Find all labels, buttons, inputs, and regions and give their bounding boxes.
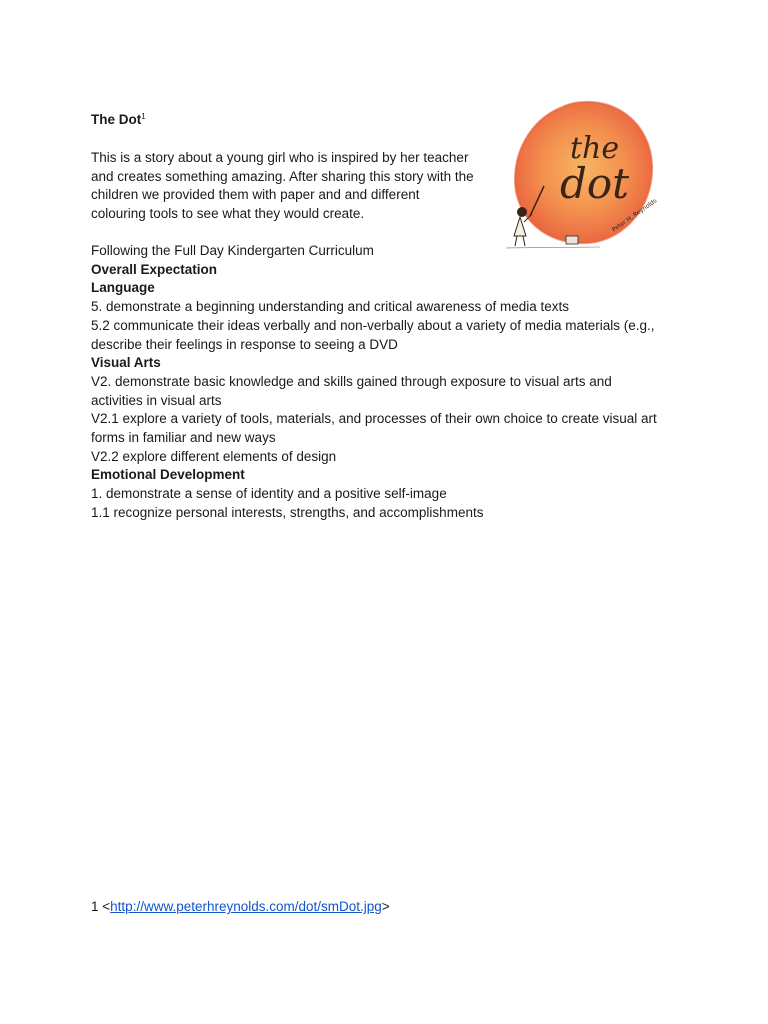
emotional-line: 1.1 recognize personal interests, strengths, and accomplishments <box>91 504 484 520</box>
visual-arts-line: activities in visual arts <box>91 392 222 408</box>
footnote-link[interactable]: http://www.peterhreynolds.com/dot/smDot.jpg <box>110 899 382 914</box>
intro-paragraph <box>91 149 501 224</box>
cover-title-line1: the <box>570 131 620 166</box>
curriculum-section <box>91 242 691 523</box>
visual-arts-line: V2.1 explore a variety of tools, materials, and processes of their own choice to create visual art <box>91 411 657 427</box>
language-line: 5. demonstrate a beginning understanding and critical awareness of media texts <box>91 299 570 315</box>
language-heading: Language <box>91 280 155 296</box>
visual-arts-line: V2.2 explore different elements of design <box>91 448 337 464</box>
visual-arts-heading: Visual Arts <box>91 355 161 371</box>
footnote-close-bracket: > <box>381 899 390 914</box>
curriculum-heading: Following the Full Day Kindergarten Curriculum <box>91 243 374 258</box>
overall-expectation-heading: Overall Expectation <box>91 261 218 277</box>
visual-arts-line: V2. demonstrate basic knowledge and skills gained through exposure to visual arts and <box>91 373 612 389</box>
the-dot-cover-image <box>500 96 660 256</box>
cover-title-line2: dot <box>560 159 630 208</box>
footnote-open-bracket: < <box>102 899 111 914</box>
footnote-reference[interactable]: 1 <box>141 112 146 121</box>
visual-arts-line: forms in familiar and new ways <box>91 430 276 446</box>
language-line: 5.2 communicate their ideas verbally and non-verbally about a variety of media materials (e.g., <box>91 317 655 333</box>
emotional-development-heading: Emotional Development <box>91 467 245 483</box>
intro-line: children we provided them with paper and and different <box>91 187 420 203</box>
intro-line: and creates something amazing. After sharing this story with the <box>91 168 474 184</box>
language-line: describe their feelings in response to seeing a DVD <box>91 336 398 352</box>
footnote-number: 1 <box>91 899 99 914</box>
title-text: The Dot <box>91 112 142 127</box>
cover-author: Peter H. Reynolds <box>610 197 659 234</box>
emotional-line: 1. demonstrate a sense of identity and a positive self-image <box>91 486 447 502</box>
intro-line: This is a story about a young girl who is inspired by her teacher <box>91 150 469 165</box>
footnote <box>91 898 390 916</box>
intro-line: colouring tools to see what they would create. <box>91 206 365 222</box>
document-title <box>91 111 146 130</box>
